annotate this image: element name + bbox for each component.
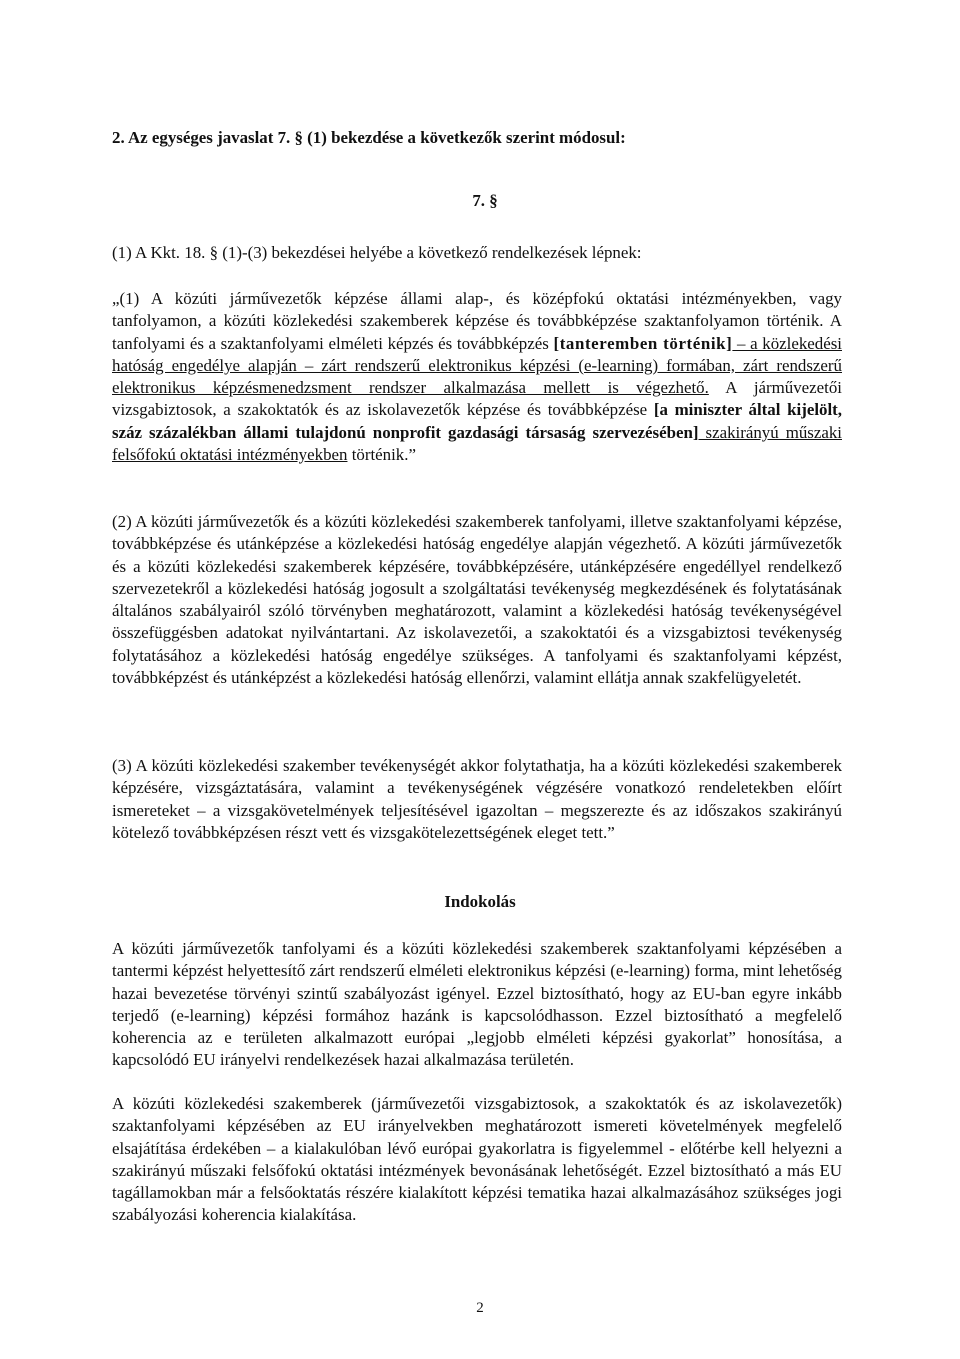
intro-line: (1) A Kkt. 18. § (1)-(3) bekezdései helyébe a következő rendelkezések lépnek: — [112, 243, 642, 262]
deleted-text-bracket-2: [a miniszter által kijelölt, száz százalékban állami tulajdonú nonprofit gazdasági társaság szervezésében] — [112, 400, 842, 442]
paragraph-1-text-a: „(1) A közúti járművezetők képzése állami alap-, és középfokú oktatási intézményekben, vagy tanfolyamon, a közúti közlekedési szakemberek képzése és továbbképzése szaktanfolyamon történik. A tanfolyami és a szaktanfolyami elméleti képzés és továbbképzés — [112, 289, 842, 353]
paragraph-1 — [112, 288, 842, 466]
section-number: 7. § — [472, 191, 498, 210]
indokolas-paragraph-2: A közúti közlekedési szakemberek (járművezetői vizsgabiztosok, a szakoktatók és az iskolavezetők) szaktanfolyami képzésében az EU irányelvekben meghatározott ismereti követelmények megfelelő elsajátítása érdekében – a kialakulóban lévő európai gyakorlatra is figyelemmel - előtérbe kell helyezni a szakirányú műszaki felsőfokú oktatási intézmények bevonásának lehetőségét. Ezzel biztosítható a más EU tagállamokban már a felsőoktatás részére kialakított képzési tematika hazai alkalmazásához szükséges jogi szabályozási koherencia kialakítása. — [112, 1094, 842, 1225]
amendment-heading: 2. Az egységes javaslat 7. § (1) bekezdése a következők szerint módosul: — [112, 128, 626, 147]
page-number: 2 — [476, 1300, 484, 1316]
inserted-text-1: – a közlekedési hatóság engedélye alapján – zárt rendszerű elektronikus képzési (e-learning) formában, zárt rendszerű elektronikus képzésmenedzsment rendszer alkalmazása mellett is végezhető. — [112, 333, 842, 398]
paragraph-3: (3) A közúti közlekedési szakember tevékenységét akkor folytathatja, ha a közúti közlekedési szakemberek képzésére, vizsgáztatására, valamint a tevékenységének végzésére vonatkozó rendeletekben előírt ismereteket – a vizsgakövetelmények teljesítésével igazoltan – megszerezte és az időszakos szakirányú kötelező továbbképzésen részt vett és vizsgakötelezettségének eleget tett.” — [112, 756, 842, 842]
paragraph-1-text-d: A járművezetői vizsgabiztosok, a szakoktatók és az iskolavezetők képzése és továbbképzése — [112, 378, 842, 420]
paragraph-2: (2) A közúti járművezetők és a közúti közlekedési szakemberek tanfolyami, illetve szaktanfolyami képzése, továbbképzése és utánképzése a közlekedési hatóság engedélye alapján végezhető. A közúti járművezetők és a közúti közlekedési szakemberek képzésére, továbbképzésére, utánképzésére engedéllyel rendelkező szervezetekről a közlekedési hatóság jogosult a szolgáltatási tevékenység megkezdésének és folytatásának általános szabályairól szóló törvényben meghatározott, valamint a közlekedési hatóság tevékenységével összefüggésben adatokat nyilvántartani. Az iskolavezetői, a szakoktatói és a vizsgabiztosi tevékenység folytatásához a közlekedési hatóság engedélye szükséges. A tanfolyami és szaktanfolyami képzést, továbbképzést és utánképzést a közlekedési hatóság ellenőrzi, valamint ellátja annak szakfelügyeletét. — [112, 512, 842, 688]
paragraph-1-text-g: történik.” — [347, 445, 416, 465]
deleted-text-bracket-1: [tanteremben történik] — [553, 333, 733, 353]
section-label — [0, 190, 960, 212]
inserted-text-2: szakirányú műszaki felsőfokú oktatási intézményekben — [112, 422, 842, 465]
indokolas-title: Indokolás — [444, 892, 516, 911]
indokolas-paragraph-1: A közúti járművezetők tanfolyami és a közúti közlekedési szakemberek szaktanfolyami képzésében a tantermi képzést helyettesítő zárt rendszerű elméleti elektronikus képzési (e-learning) forma, mint lehetőség hazai bevezetése törvényi szintű szabályozást igényel. Ezzel biztosítható, hogy az EU-ban egyre inkább terjedő (e-learning) képzési formához hazánk is kapcsolódhasson. Ezzel biztosítható a megfelelő koherencia az e területen alkalmazott európai „legjobb elméleti képzési gyakorlat” honosítása, a kapcsolódó EU irányelvi rendelkezések hazai alkalmazása területén. — [112, 939, 842, 1070]
